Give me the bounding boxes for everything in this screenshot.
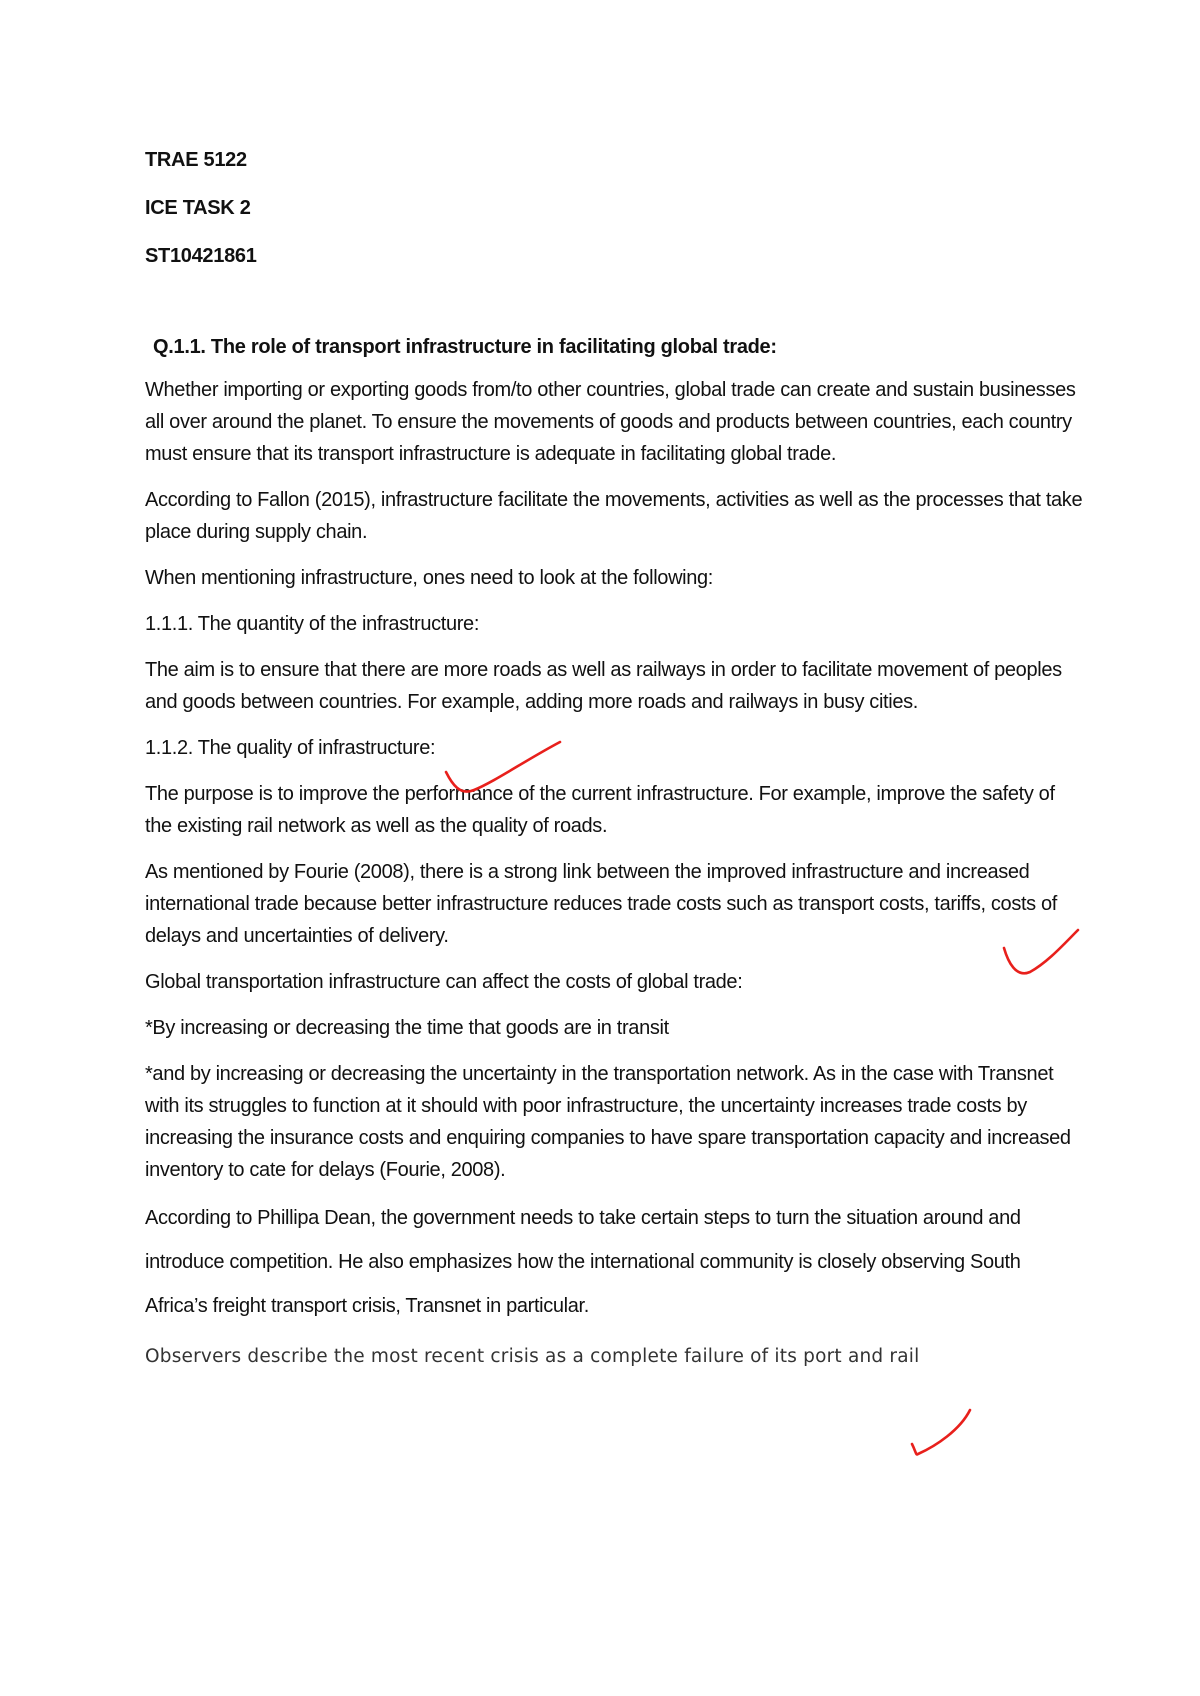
subheading-quantity: 1.1.1. The quantity of the infrastructure: — [145, 613, 480, 635]
paragraph-fallon: According to Fallon (2015), infrastructure facilitate the movements, activities as well as the processes that take place during supply chain. — [145, 489, 1083, 543]
question-title: Q.1.1. The role of transport infrastructure in facilitating global trade: — [153, 336, 777, 358]
paragraph-intro: Whether importing or exporting goods from/to other countries, global trade can create and sustain businesses all over around the planet. To ensure the movements of goods and products between countries, each country must ensure that its transport infrastructure is adequate in facilitating global trade. — [145, 379, 1076, 465]
paragraph-phillipa-dean: According to Phillipa Dean, the government needs to take certain steps to turn the situation around and introduce competition. He also emphasizes how the international community is closely observing South Africa’s freight transport crisis, Transnet in particular. — [145, 1207, 1021, 1317]
course-code: TRAE 5122 — [145, 149, 247, 171]
paragraph-mentioning: When mentioning infrastructure, ones need to look at the following: — [145, 567, 714, 589]
subheading-quality: 1.1.2. The quality of infrastructure: — [145, 737, 436, 759]
paragraph-quality: The purpose is to improve the performance of the current infrastructure. For example, improve the safety of the existing rail network as well as the quality of roads. — [145, 783, 1055, 837]
paragraph-observers: Observers describe the most recent crisis as a complete failure of its port and rail — [145, 1346, 920, 1367]
task-title: ICE TASK 2 — [145, 197, 251, 219]
paragraph-quantity: The aim is to ensure that there are more roads as well as railways in order to facilitate movement of peoples and goods between countries. For example, adding more roads and railways in busy cities. — [145, 659, 1062, 713]
paragraph-fourie: As mentioned by Fourie (2008), there is a strong link between the improved infrastructure and increased international trade because better infrastructure reduces trade costs such as transport costs, tariffs, costs of delays and uncertainties of delivery. — [145, 861, 1058, 947]
red-check-mark-3 — [912, 1410, 970, 1455]
document-body — [145, 146, 1085, 1372]
student-number: ST10421861 — [145, 245, 257, 267]
bullet-transit-time: *By increasing or decreasing the time that goods are in transit — [145, 1017, 669, 1039]
bullet-uncertainty: *and by increasing or decreasing the uncertainty in the transportation network. As in the case with Transnet with its struggles to function at it should with poor infrastructure, the uncertainty increases trade costs by increasing the insurance costs and enquiring companies to have spare transportation capacity and increased inventory to cate for delays (Fourie, 2008). — [145, 1063, 1071, 1181]
paragraph-global-costs: Global transportation infrastructure can affect the costs of global trade: — [145, 971, 743, 993]
